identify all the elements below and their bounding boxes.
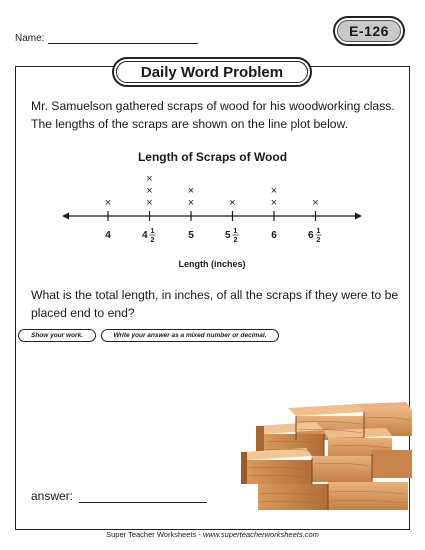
wood-planks-image xyxy=(236,400,416,515)
tick-label-denominator: 2 xyxy=(150,237,155,244)
answer-row xyxy=(31,489,207,503)
tick-label-denominator: 2 xyxy=(316,237,321,244)
tick-label-numerator: 1 xyxy=(150,228,155,235)
tick-label: 5 xyxy=(188,230,194,241)
plot-x-mark: × xyxy=(104,197,112,209)
tick-label: 4 xyxy=(141,230,148,241)
plot-x-mark: × xyxy=(187,185,195,197)
name-row xyxy=(15,33,198,44)
plot-x-mark: × xyxy=(229,197,236,209)
page-title: Daily Word Problem xyxy=(116,61,308,83)
footer xyxy=(0,530,425,539)
title-badge xyxy=(112,57,312,87)
plot-x-mark: × xyxy=(270,197,278,209)
tick-label-numerator: 1 xyxy=(316,228,321,235)
answer-field[interactable] xyxy=(79,490,207,503)
left-arrow-icon xyxy=(62,213,69,220)
tick-label: 5 xyxy=(224,230,231,241)
name-label: Name: xyxy=(15,33,45,44)
chart-title: Length of Scraps of Wood xyxy=(137,150,288,164)
tick-label-numerator: 1 xyxy=(233,228,238,235)
tick-label: 4 xyxy=(105,230,111,241)
answer-format-pill: Write your answer as a mixed number or decimal. xyxy=(101,329,279,342)
answer-label: answer: xyxy=(31,489,74,503)
plot-x-mark: × xyxy=(146,173,153,185)
tick-label: 6 xyxy=(271,230,277,241)
show-work-pill: Show your work. xyxy=(18,329,96,342)
tick-label: 6 xyxy=(307,230,314,241)
tick-label-denominator: 2 xyxy=(233,237,238,244)
line-plot xyxy=(0,165,425,275)
x-axis-label: Length (inches) xyxy=(178,259,246,269)
plot-x-mark: × xyxy=(187,197,195,209)
right-arrow-icon xyxy=(355,213,362,220)
worksheet-code-badge xyxy=(333,16,405,46)
plot-x-mark: × xyxy=(312,197,319,209)
footer-link[interactable]: www.superteacherworksheets.com xyxy=(202,530,319,539)
worksheet-code: E-126 xyxy=(337,20,401,42)
plot-x-mark: × xyxy=(270,185,278,197)
name-field[interactable] xyxy=(48,33,198,44)
plot-x-mark: × xyxy=(146,185,153,197)
problem-text: Mr. Samuelson gathered scraps of wood for his woodworking class. The lengths of the scraps are shown on the line plot below. xyxy=(31,99,395,131)
plot-x-mark: × xyxy=(146,197,153,209)
question-text: What is the total length, in inches, of all the scraps if they were to be placed end to end? xyxy=(31,288,399,320)
footer-text: Super Teacher Worksheets - xyxy=(106,530,203,539)
